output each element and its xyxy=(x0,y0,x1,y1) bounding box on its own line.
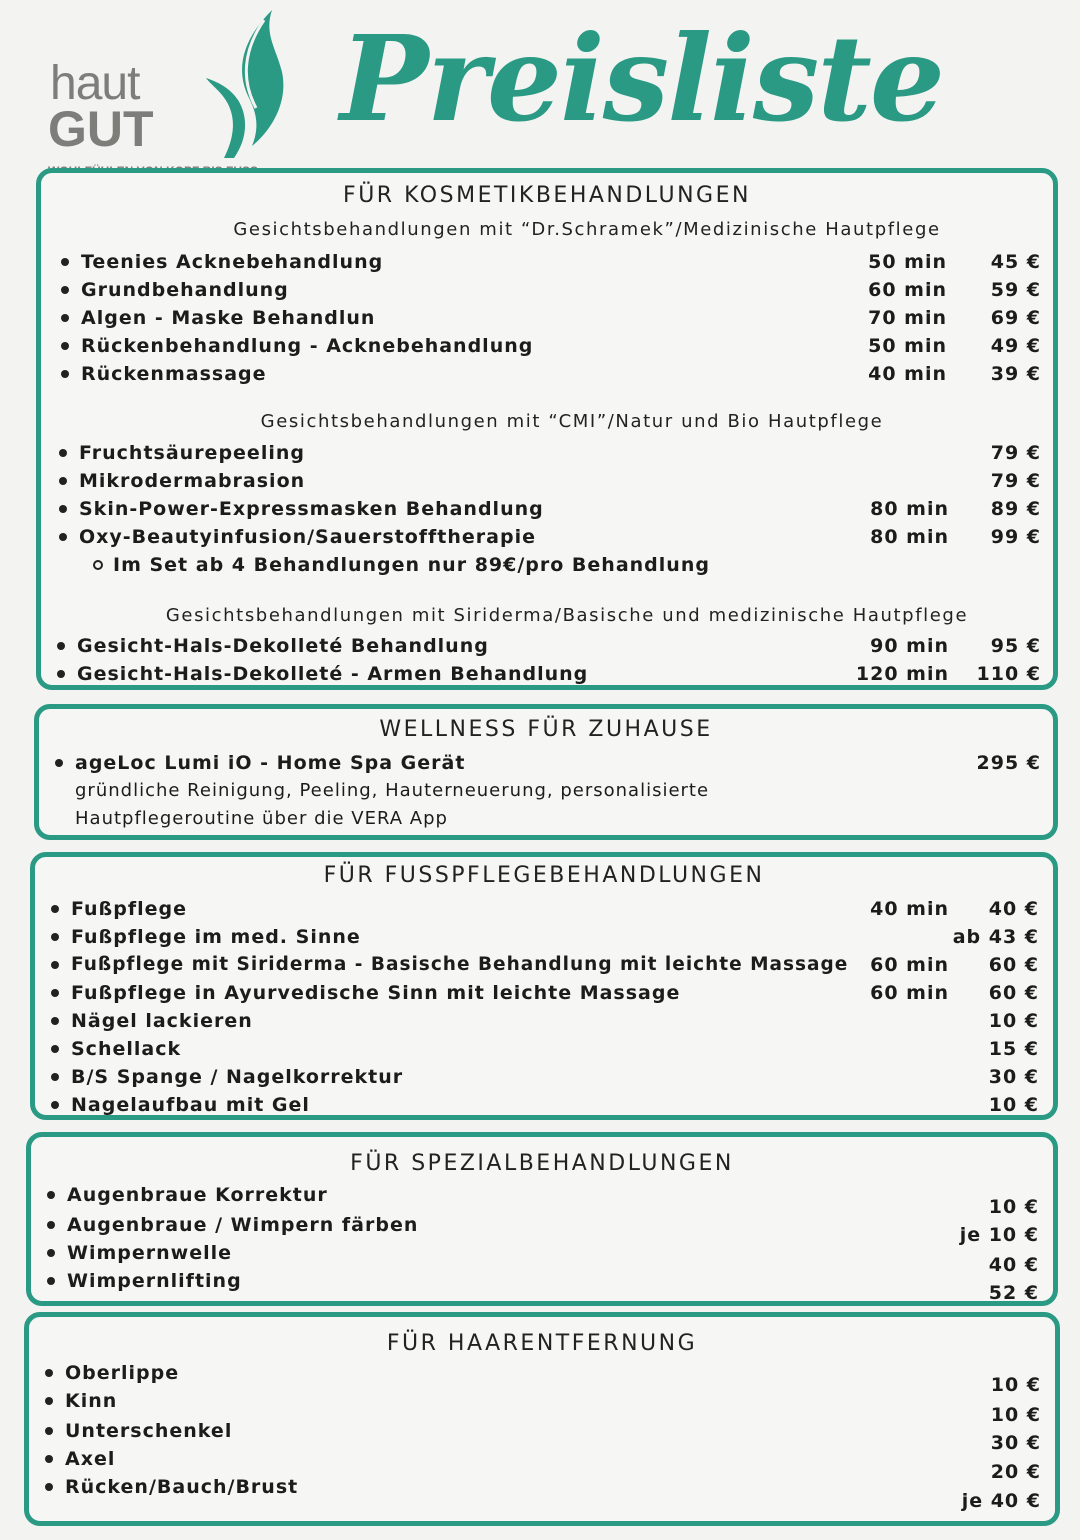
item-duration: 60 min xyxy=(870,954,949,976)
bullet-icon xyxy=(47,1221,55,1229)
section-title: WELLNESS FÜR ZUHAUSE xyxy=(379,717,713,742)
list-item xyxy=(41,439,1053,467)
sub-list-item xyxy=(41,551,1053,579)
item-duration: 90 min xyxy=(870,635,949,657)
item-name: B/S Spange / Nagelkorrektur xyxy=(71,1066,404,1088)
section-haarentfernung xyxy=(24,1312,1060,1526)
item-name: Algen - Maske Behandlun xyxy=(81,307,376,329)
item-name: Skin-Power-Expressmasken Behandlung xyxy=(79,498,544,520)
item-name: Nägel lackieren xyxy=(71,1010,253,1032)
list-item xyxy=(29,1473,1055,1512)
list-item xyxy=(41,360,1053,388)
bullet-icon xyxy=(59,477,67,485)
item-name: Wimpernlifting xyxy=(67,1270,242,1292)
list-item xyxy=(29,1387,1055,1426)
item-duration: 80 min xyxy=(870,526,949,548)
bullet-icon xyxy=(59,449,67,457)
list-item xyxy=(29,1417,1055,1454)
item-name: Rückenmassage xyxy=(81,363,267,385)
item-name: Grundbehandlung xyxy=(81,279,289,301)
section-title: FÜR KOSMETIKBEHANDLUNGEN xyxy=(343,183,751,208)
item-name: Rückenbehandlung - Acknebehandlung xyxy=(81,335,534,357)
item-name: Augenbraue Korrektur xyxy=(67,1184,328,1206)
list-item xyxy=(35,979,1053,1007)
list-item xyxy=(31,1211,1053,1246)
list-item xyxy=(35,1091,1053,1119)
bullet-icon xyxy=(51,961,59,969)
item-price: ab 43 € xyxy=(952,926,1039,948)
bullet-icon xyxy=(55,759,63,767)
item-name: Gesicht-Hals-Dekolleté - Armen Behandlung xyxy=(77,663,589,685)
item-price: 30 € xyxy=(990,1432,1041,1454)
list-item xyxy=(29,1445,1055,1483)
item-description: gründliche Reinigung, Peeling, Hauterneuerung, personalisierte xyxy=(75,780,710,801)
item-price: 89 € xyxy=(990,498,1041,520)
list-item xyxy=(35,1035,1053,1063)
item-duration: 40 min xyxy=(870,898,949,920)
item-name: Wimpernwelle xyxy=(67,1242,233,1264)
item-name: Oberlippe xyxy=(65,1362,180,1384)
item-price: 45 € xyxy=(990,251,1041,273)
section-wellness xyxy=(34,704,1058,840)
item-price: je 40 € xyxy=(961,1490,1041,1512)
bullet-icon xyxy=(51,905,59,913)
item-duration: 50 min xyxy=(868,335,947,357)
item-duration: 80 min xyxy=(870,498,949,520)
section-spezial xyxy=(26,1132,1058,1306)
list-item xyxy=(41,632,1053,660)
list-item xyxy=(39,749,1053,777)
bullet-icon xyxy=(45,1397,53,1405)
list-item xyxy=(41,660,1053,688)
bullet-icon xyxy=(61,370,69,378)
list-item xyxy=(41,467,1053,495)
bullet-icon xyxy=(61,342,69,350)
section-kosmetik xyxy=(36,168,1058,690)
item-price: 295 € xyxy=(976,752,1041,774)
list-item xyxy=(35,1007,1053,1035)
item-price: 15 € xyxy=(988,1038,1039,1060)
list-item xyxy=(35,951,1053,979)
item-price: 60 € xyxy=(988,954,1039,976)
bullet-icon xyxy=(59,533,67,541)
item-price: 59 € xyxy=(990,279,1041,301)
item-price: 110 € xyxy=(976,663,1041,685)
item-name: Unterschenkel xyxy=(65,1420,233,1442)
list-item xyxy=(41,276,1053,304)
bullet-icon xyxy=(47,1249,55,1257)
item-price: 40 € xyxy=(988,1254,1039,1276)
list-item xyxy=(41,523,1053,551)
item-name: Schellack xyxy=(71,1038,182,1060)
item-duration: 60 min xyxy=(870,982,949,1004)
item-price: 10 € xyxy=(988,1196,1039,1218)
item-name: Fußpflege mit Siriderma - Basische Behandlung mit leichte Massage xyxy=(71,954,849,975)
item-price: 20 € xyxy=(990,1461,1041,1483)
item-price: 10 € xyxy=(990,1404,1041,1426)
item-price: 79 € xyxy=(990,470,1041,492)
bullet-icon xyxy=(51,1073,59,1081)
bullet-icon xyxy=(61,314,69,322)
item-duration: 60 min xyxy=(868,279,947,301)
item-name: Fußpflege im med. Sinne xyxy=(71,926,361,948)
item-name: Augenbraue / Wimpern färben xyxy=(67,1214,419,1236)
item-name: Fußpflege xyxy=(71,898,187,920)
item-name: Rücken/Bauch/Brust xyxy=(65,1476,299,1498)
item-duration: 70 min xyxy=(868,307,947,329)
bullet-icon xyxy=(57,670,65,678)
list-item xyxy=(41,495,1053,523)
item-price: 10 € xyxy=(988,1094,1039,1116)
list-item xyxy=(41,248,1053,276)
section-title: FÜR HAARENTFERNUNG xyxy=(386,1331,698,1356)
item-name: Mikrodermabrasion xyxy=(79,470,306,492)
item-name: Kinn xyxy=(65,1390,118,1412)
item-price: 10 € xyxy=(990,1374,1041,1396)
item-name: Oxy-Beautyinfusion/Sauerstofftherapie xyxy=(79,526,536,548)
bullet-icon xyxy=(45,1427,53,1435)
section-title: FÜR SPEZIALBEHANDLUNGEN xyxy=(350,1151,734,1176)
item-price: 39 € xyxy=(990,363,1041,385)
bullet-icon xyxy=(45,1455,53,1463)
list-item xyxy=(41,332,1053,360)
item-duration: 50 min xyxy=(868,251,947,273)
section-fusspflege xyxy=(30,852,1058,1120)
bullet-icon xyxy=(51,1045,59,1053)
subheading: Gesichtsbehandlungen mit “CMI”/Natur und Bio Hautpflege xyxy=(260,411,884,432)
item-price: 69 € xyxy=(990,307,1041,329)
bullet-icon xyxy=(51,1101,59,1109)
bullet-icon xyxy=(47,1191,55,1199)
bullet-icon xyxy=(59,505,67,513)
list-item xyxy=(41,304,1053,332)
bullet-icon xyxy=(51,933,59,941)
item-name: Gesicht-Hals-Dekolleté Behandlung xyxy=(77,635,489,657)
list-item xyxy=(31,1181,1053,1218)
bullet-icon xyxy=(45,1369,53,1377)
bullet-icon xyxy=(45,1483,53,1491)
item-price: 79 € xyxy=(990,442,1041,464)
item-name: Fruchtsäurepeeling xyxy=(79,442,305,464)
item-name: Nagelaufbau mit Gel xyxy=(71,1094,310,1116)
item-price: 95 € xyxy=(990,635,1041,657)
bullet-icon xyxy=(57,642,65,650)
logo-word-gut: GUT xyxy=(48,101,154,157)
item-price: 60 € xyxy=(988,982,1039,1004)
item-name: Axel xyxy=(65,1448,116,1470)
list-item xyxy=(29,1359,1055,1396)
item-name: Teenies Acknebehandlung xyxy=(81,251,384,273)
item-price: 49 € xyxy=(990,335,1041,357)
page-title: Preisliste xyxy=(340,9,943,148)
list-item xyxy=(35,1063,1053,1091)
bullet-icon xyxy=(51,1017,59,1025)
circle-bullet-icon xyxy=(93,560,103,570)
item-duration: 40 min xyxy=(868,363,947,385)
list-item xyxy=(31,1267,1053,1304)
bullet-icon xyxy=(47,1277,55,1285)
item-price: 52 € xyxy=(988,1282,1039,1304)
item-price: 30 € xyxy=(988,1066,1039,1088)
subheading: Gesichtsbehandlungen mit “Dr.Schramek”/Medizinische Hautpflege xyxy=(233,219,941,240)
section-title: FÜR FUSSPFLEGEBEHANDLUNGEN xyxy=(323,863,765,888)
leaf-logo-icon xyxy=(164,8,294,158)
item-price: je 10 € xyxy=(959,1224,1039,1246)
item-price: 99 € xyxy=(990,526,1041,548)
item-price: 40 € xyxy=(988,898,1039,920)
item-name: ageLoc Lumi iO - Home Spa Gerät xyxy=(75,752,466,774)
bullet-icon xyxy=(61,286,69,294)
item-description: Hautpflegeroutine über die VERA App xyxy=(75,808,448,829)
item-price: 10 € xyxy=(988,1010,1039,1032)
bullet-icon xyxy=(61,258,69,266)
bullet-icon xyxy=(51,989,59,997)
list-item xyxy=(31,1239,1053,1276)
list-item xyxy=(35,923,1053,951)
list-item xyxy=(35,895,1053,923)
logo-word-haut: haut xyxy=(50,57,140,110)
logo xyxy=(46,8,266,178)
subheading: Gesichtsbehandlungen mit Siriderma/Basische und medizinische Hautpflege xyxy=(165,605,969,626)
item-note: Im Set ab 4 Behandlungen nur 89€/pro Behandlung xyxy=(113,554,710,576)
item-duration: 120 min xyxy=(855,663,949,685)
item-name: Fußpflege in Ayurvedische Sinn mit leichte Massage xyxy=(71,982,681,1004)
